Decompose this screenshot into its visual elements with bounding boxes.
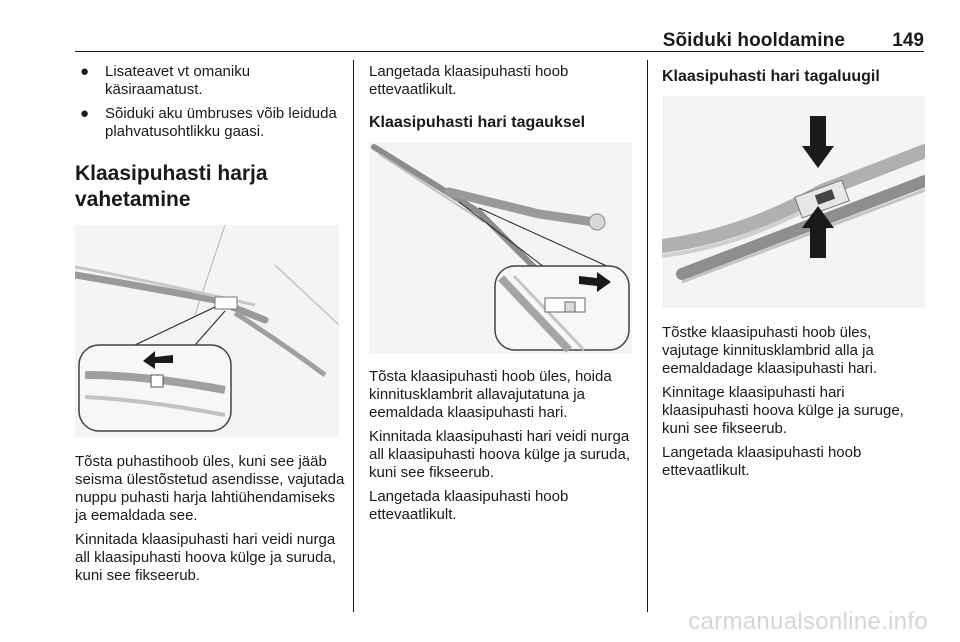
rear-door-wiper-figure	[369, 142, 632, 354]
column-2	[369, 63, 637, 530]
bullet-item: ● Sõiduki aku ümbruses võib leiduda plahvatusohtlikku gaasi.	[80, 105, 337, 140]
watermark: carmanualsonline.info	[688, 608, 928, 635]
column-divider-2	[647, 60, 648, 612]
section-heading: Klaasipuhasti hari tagauksel	[369, 114, 586, 131]
windscreen-wiper-figure	[75, 225, 339, 437]
page-number: 149	[892, 30, 924, 51]
rear-door-wiper-icon	[369, 142, 632, 354]
section-heading: Klaasipuhasti hari tagaluugil	[662, 68, 880, 85]
paragraph: Tõsta klaasipuhasti hoob üles, hoida kinnitusklambrit allavajutatuna ja eemaldada klaasipuhasti hari.	[369, 368, 612, 421]
bullet-icon: ●	[80, 105, 90, 122]
column-3	[662, 63, 928, 486]
paragraph: Langetada klaasipuhasti hoob ettevaatlikult.	[662, 444, 862, 479]
header-divider	[75, 51, 924, 52]
paragraph: Kinnitage klaasipuhasti hari klaasipuhasti hoova külge ja suruge, kuni see fikseerub.	[662, 384, 904, 437]
page-header-title: Sõiduki hooldamine	[662, 30, 845, 51]
paragraph: Tõstke klaasipuhasti hoob üles, vajutage kinnitusklambrid alla ja eemaldadage klaasipuhasti hari.	[662, 324, 878, 377]
windscreen-wiper-release-icon	[75, 225, 339, 437]
tailgate-wiper-figure	[662, 96, 925, 308]
section-heading: Klaasipuhasti harja vahetamine	[75, 162, 268, 211]
column-1	[75, 63, 345, 591]
paragraph: Langetada klaasipuhasti hoob ettevaatlikult.	[369, 63, 569, 98]
column-divider-1	[353, 60, 354, 612]
paragraph: Langetada klaasipuhasti hoob ettevaatlikult.	[369, 488, 569, 523]
paragraph: Kinnitada klaasipuhasti hari veidi nurga all klaasipuhasti hoova külge ja suruda, kuni see fikseerub.	[75, 531, 336, 584]
bullet-icon: ●	[80, 63, 90, 80]
paragraph: Tõsta puhastihoob üles, kuni see jääb seisma ülestõstetud asendisse, vajutada nuppu puhasti harja lahtiühendamiseks ja eemaldada see.	[75, 453, 345, 524]
paragraph: Kinnitada klaasipuhasti hari veidi nurga all klaasipuhasti hoova külge ja suruda, kuni see fikseerub.	[369, 428, 630, 481]
bullet-item: ● Lisateavet vt omaniku käsiraamatust.	[80, 63, 251, 98]
tailgate-wiper-icon	[662, 96, 925, 308]
